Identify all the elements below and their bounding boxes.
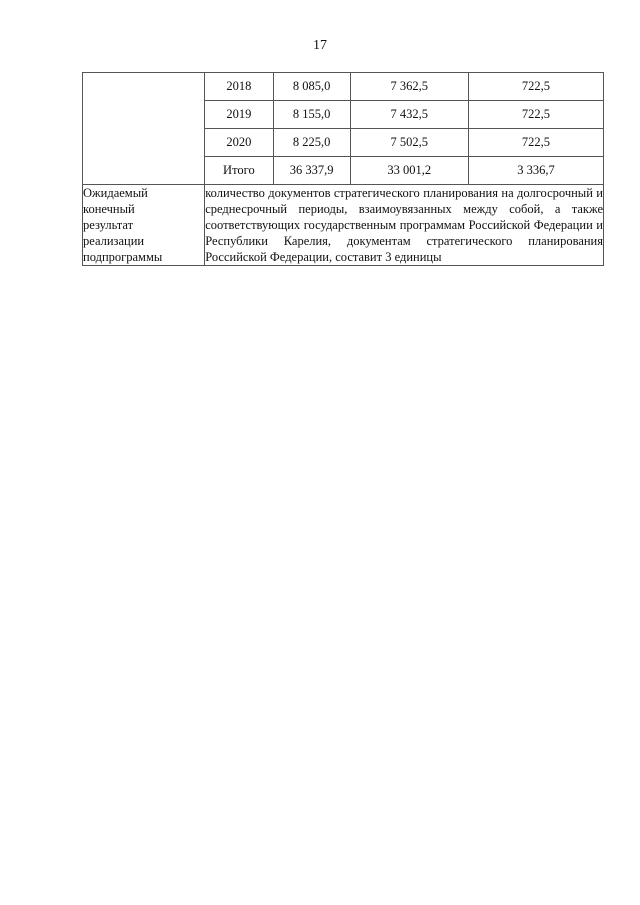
total-cell: 8 085,0: [273, 73, 350, 101]
empty-label-cell: [83, 73, 205, 185]
total-cell: 8 225,0: [273, 129, 350, 157]
expected-result-label: [83, 185, 205, 266]
label-line: подпрограммы: [83, 250, 163, 264]
label-line: Ожидаемый: [83, 186, 148, 200]
label-line: реализации: [83, 234, 145, 248]
year-cell: 2020: [205, 129, 273, 157]
federal-cell: 7 502,5: [350, 129, 468, 157]
label-line: конечный: [83, 202, 135, 216]
regional-cell: 722,5: [468, 129, 603, 157]
federal-cell: 33 001,2: [350, 157, 468, 185]
table-row: [83, 73, 604, 101]
label-line: результат: [83, 218, 134, 232]
expected-result-text: количество документов стратегического планирования на долгосрочный и среднесрочный периоды, взаимоувязанных между собой, а также соответствующих государственным программам Российской Федерации и Республики Карелия, документам стратегического планирования Российской Федерации, составит 3 единицы: [205, 186, 603, 264]
federal-cell: 7 432,5: [350, 101, 468, 129]
regional-cell: 722,5: [468, 73, 603, 101]
funding-table: [82, 72, 604, 266]
regional-cell: 3 336,7: [468, 157, 603, 185]
federal-cell: 7 362,5: [350, 73, 468, 101]
year-cell: 2018: [205, 73, 273, 101]
total-cell: 8 155,0: [273, 101, 350, 129]
page-number: 17: [313, 38, 327, 53]
year-cell: 2019: [205, 101, 273, 129]
total-cell: 36 337,9: [273, 157, 350, 185]
regional-cell: 722,5: [468, 101, 603, 129]
expected-result-row: [83, 185, 604, 266]
total-label-cell: Итого: [205, 157, 273, 185]
